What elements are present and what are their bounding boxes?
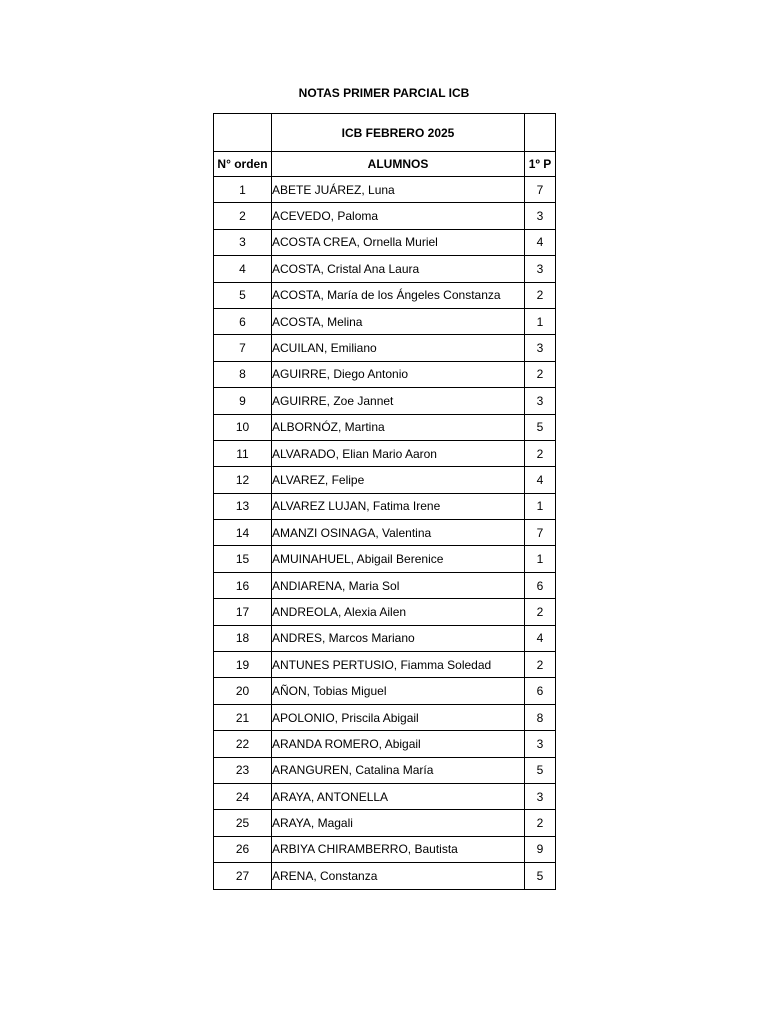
student-grade: 1 — [525, 308, 556, 334]
table-row — [214, 625, 556, 651]
student-name: ANDIARENA, Maria Sol — [272, 572, 525, 598]
row-number: 3 — [214, 229, 272, 255]
student-grade: 4 — [525, 229, 556, 255]
table-row — [214, 572, 556, 598]
student-name: ALVAREZ, Felipe — [272, 467, 525, 493]
table-row — [214, 361, 556, 387]
student-name: ARAYA, ANTONELLA — [272, 783, 525, 809]
table-row — [214, 282, 556, 308]
student-grade: 2 — [525, 361, 556, 387]
student-grade: 3 — [525, 783, 556, 809]
row-number: 26 — [214, 836, 272, 862]
student-grade: 5 — [525, 757, 556, 783]
row-number: 19 — [214, 652, 272, 678]
student-grade: 2 — [525, 599, 556, 625]
row-number: 7 — [214, 335, 272, 361]
student-grade: 4 — [525, 467, 556, 493]
row-number: 25 — [214, 810, 272, 836]
student-name: ANTUNES PERTUSIO, Fiamma Soledad — [272, 652, 525, 678]
student-grade: 6 — [525, 678, 556, 704]
table-row — [214, 863, 556, 889]
table-row — [214, 731, 556, 757]
student-grade: 2 — [525, 810, 556, 836]
student-grade: 7 — [525, 177, 556, 203]
table-row — [214, 757, 556, 783]
student-grade: 3 — [525, 731, 556, 757]
column-header-number: N° orden — [214, 152, 272, 177]
row-number: 27 — [214, 863, 272, 889]
row-number: 4 — [214, 256, 272, 282]
grade-rows — [214, 177, 556, 890]
table-row — [214, 335, 556, 361]
student-name: ALVARADO, Elian Mario Aaron — [272, 440, 525, 466]
student-name: AÑON, Tobias Miguel — [272, 678, 525, 704]
student-name: ANDRES, Marcos Mariano — [272, 625, 525, 651]
row-number: 18 — [214, 625, 272, 651]
student-grade: 6 — [525, 572, 556, 598]
student-name: ARAYA, Magali — [272, 810, 525, 836]
table-row — [214, 440, 556, 466]
student-grade: 9 — [525, 836, 556, 862]
row-number: 16 — [214, 572, 272, 598]
table-row — [214, 203, 556, 229]
student-name: ARANGUREN, Catalina María — [272, 757, 525, 783]
table-row — [214, 177, 556, 203]
student-name: ACOSTA, Melina — [272, 308, 525, 334]
student-grade: 1 — [525, 493, 556, 519]
group-header-empty-left — [214, 114, 272, 152]
row-number: 9 — [214, 388, 272, 414]
row-number: 12 — [214, 467, 272, 493]
student-name: APOLONIO, Priscila Abigail — [272, 704, 525, 730]
student-grade: 3 — [525, 203, 556, 229]
table-row — [214, 388, 556, 414]
row-number: 20 — [214, 678, 272, 704]
row-number: 8 — [214, 361, 272, 387]
row-number: 15 — [214, 546, 272, 572]
student-name: ACUILAN, Emiliano — [272, 335, 525, 361]
student-name: ARENA, Constanza — [272, 863, 525, 889]
student-grade: 3 — [525, 388, 556, 414]
student-name: AGUIRRE, Diego Antonio — [272, 361, 525, 387]
table-row — [214, 467, 556, 493]
table-row — [214, 810, 556, 836]
row-number: 23 — [214, 757, 272, 783]
row-number: 2 — [214, 203, 272, 229]
student-name: ACOSTA, Cristal Ana Laura — [272, 256, 525, 282]
row-number: 11 — [214, 440, 272, 466]
student-name: ALVAREZ LUJAN, Fatima Irene — [272, 493, 525, 519]
column-header-grade: 1º P — [525, 152, 556, 177]
student-grade: 2 — [525, 652, 556, 678]
table-row — [214, 678, 556, 704]
table-row — [214, 704, 556, 730]
student-name: ANDREOLA, Alexia Ailen — [272, 599, 525, 625]
column-header-student: ALUMNOS — [272, 152, 525, 177]
column-header-row — [214, 152, 556, 177]
student-grade: 5 — [525, 863, 556, 889]
student-grade: 3 — [525, 256, 556, 282]
student-name: ABETE JUÁREZ, Luna — [272, 177, 525, 203]
student-name: AMUINAHUEL, Abigail Berenice — [272, 546, 525, 572]
table-row — [214, 652, 556, 678]
student-grade: 7 — [525, 520, 556, 546]
table-row — [214, 520, 556, 546]
table-row — [214, 546, 556, 572]
student-grade: 1 — [525, 546, 556, 572]
row-number: 17 — [214, 599, 272, 625]
table-row — [214, 308, 556, 334]
table-row — [214, 599, 556, 625]
row-number: 13 — [214, 493, 272, 519]
table-row — [214, 493, 556, 519]
row-number: 22 — [214, 731, 272, 757]
student-name: ACOSTA CREA, Ornella Muriel — [272, 229, 525, 255]
student-grade: 2 — [525, 440, 556, 466]
page-title: NOTAS PRIMER PARCIAL ICB — [298, 86, 470, 100]
group-header: ICB FEBRERO 2025 — [272, 114, 525, 152]
row-number: 14 — [214, 520, 272, 546]
table-row — [214, 836, 556, 862]
row-number: 10 — [214, 414, 272, 440]
student-name: ACEVEDO, Paloma — [272, 203, 525, 229]
group-header-empty-right — [525, 114, 556, 152]
group-header-row — [214, 114, 556, 152]
row-number: 6 — [214, 308, 272, 334]
student-grade: 8 — [525, 704, 556, 730]
table-row — [214, 414, 556, 440]
table-row — [214, 229, 556, 255]
student-grade: 2 — [525, 282, 556, 308]
student-grade: 3 — [525, 335, 556, 361]
student-name: ALBORNÓZ, Martina — [272, 414, 525, 440]
row-number: 5 — [214, 282, 272, 308]
row-number: 24 — [214, 783, 272, 809]
grades-table — [213, 113, 556, 890]
student-grade: 5 — [525, 414, 556, 440]
student-name: ARBIYA CHIRAMBERRO, Bautista — [272, 836, 525, 862]
student-name: ARANDA ROMERO, Abigail — [272, 731, 525, 757]
student-name: AMANZI OSINAGA, Valentina — [272, 520, 525, 546]
student-name: ACOSTA, María de los Ángeles Constanza — [272, 282, 525, 308]
table-row — [214, 783, 556, 809]
student-name: AGUIRRE, Zoe Jannet — [272, 388, 525, 414]
table-row — [214, 256, 556, 282]
row-number: 21 — [214, 704, 272, 730]
row-number: 1 — [214, 177, 272, 203]
student-grade: 4 — [525, 625, 556, 651]
